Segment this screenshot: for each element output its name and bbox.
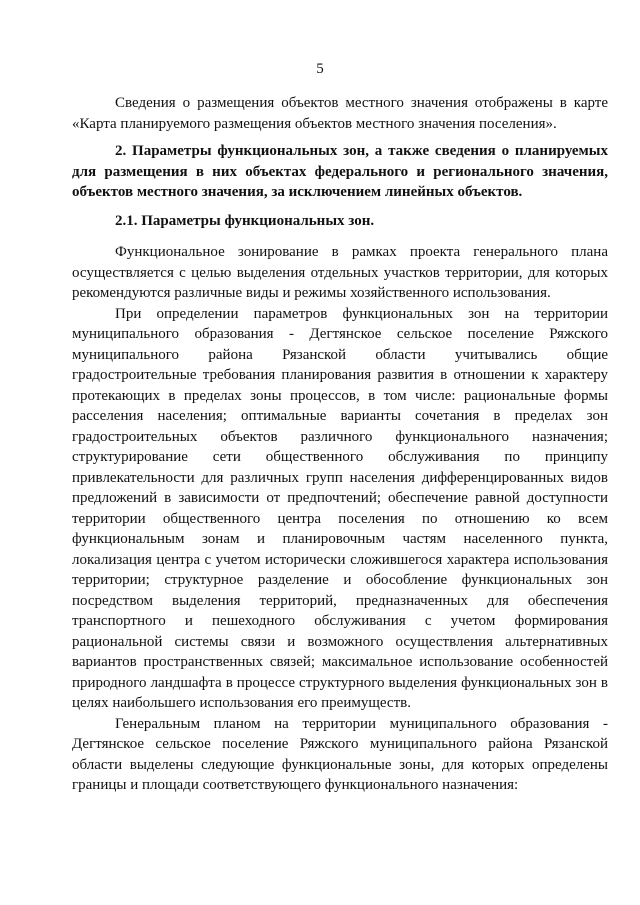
intro-paragraph: Сведения о размещения объектов местного значения отображены в карте «Карта планируемого размещения объектов местного значения поселения».	[72, 95, 608, 132]
page-number: 5	[316, 61, 324, 77]
body-paragraph: При определении параметров функциональных зон на территории муниципального образования - Дегтянское сельское поселение Ряжского муниципального района Рязанской области учитывались общие градостроительные требования планирования развития в отношении к характеру протекающих в пределах зоны процессов, в том числе: рациональные формы расселения населения; оптимальные варианты сочетания в пределах зон градостроительных объектов различного функционального назначения; структурирование сети общественного обслуживания по принципу привлекательности для различных групп населения дифференцированных видов предложений в зависимости от предпочтений; обеспечение равной доступности территории общественного центра поселения по отношению ко всем функциональным зонам и планировочным частям населенного пункта, локализация центра с учетом исторически сложившегося характера использования территории; структурное разделение и обособление функциональных зон посредством выделения территорий, предназначенных для обеспечения транспортного и пешеходного обслуживания с учетом формирования рациональной системы связи и возможного осуществления альтернативных вариантов пространственных связей; максимальное использование особенностей природного ландшафта в процессе структурного выделения функциональных зон в целях наибольшего использования его преимуществ.	[72, 305, 608, 711]
body-paragraph: Функциональное зонирование в рамках проекта генерального плана осуществляется с целью выделения отдельных участков территории, для которых рекомендуются различные виды и режимы хозяйственного использования.	[72, 244, 608, 301]
section-heading: 2. Параметры функциональных зон, а также сведения о планируемых для размещения в них объектах федерального и регионального значения, объектов местного значения, за исключением линейных объектов.	[72, 143, 608, 200]
body-paragraph: Генеральным планом на территории муниципального образования - Дегтянское сельское поселение Ряжского муниципального района Рязанской области выделены следующие функциональные зоны, для которых определены границы и площади соответствующего функционального назначения:	[72, 715, 608, 793]
subsection-heading: 2.1. Параметры функциональных зон.	[115, 212, 375, 229]
page-content	[72, 93, 608, 796]
